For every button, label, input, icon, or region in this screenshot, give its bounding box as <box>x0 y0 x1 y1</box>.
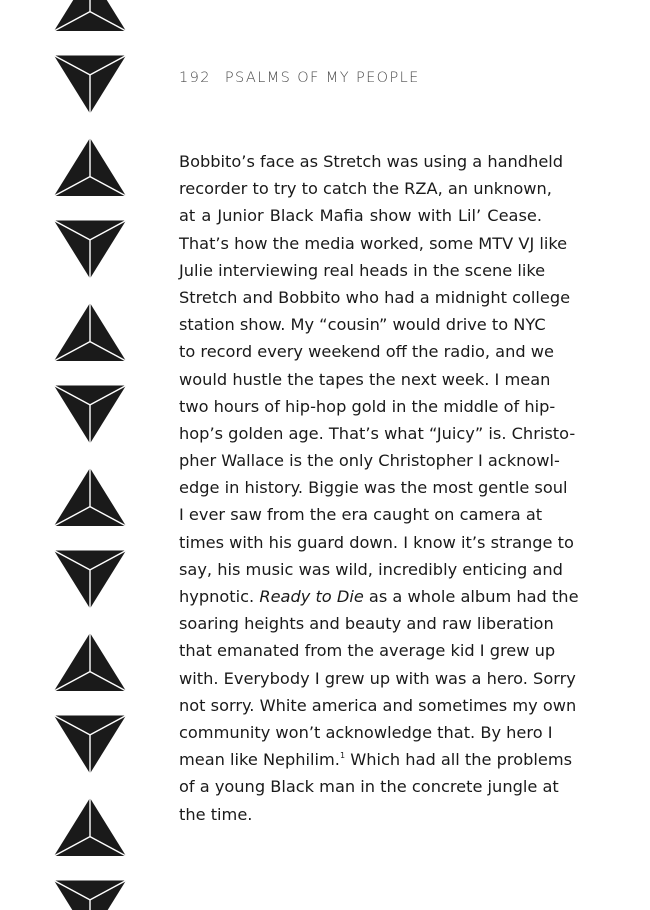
text-line: two hours of hip-hop gold in the middle of hip- <box>179 396 556 416</box>
triangle-ornament-border <box>0 0 140 910</box>
text-line: I ever saw from the era caught on camera at <box>179 505 543 525</box>
text-line: edge in history. Biggie was the most gentle soul <box>179 478 568 498</box>
text-line: say, his music was wild, incredibly enticing and <box>179 559 563 579</box>
text-line: that emanated from the average kid I grew up <box>179 641 556 661</box>
triangle-down-icon <box>54 551 126 609</box>
running-header <box>179 70 420 86</box>
body-paragraph <box>179 148 579 828</box>
text-line: That’s how the media worked, some MTV VJ like <box>179 233 568 253</box>
triangle-down-icon <box>54 221 126 279</box>
text-line: Stretch and Bobbito who had a midnight college <box>179 287 571 307</box>
triangle-pattern-icon <box>0 0 140 910</box>
triangle-down-icon <box>54 386 126 444</box>
text-line: with. Everybody I grew up with was a hero. Sorry <box>179 668 576 688</box>
album-title: Ready to Die <box>259 587 364 606</box>
footnote-marker: 1 <box>339 751 346 761</box>
book-title: PSALMS OF MY PEOPLE <box>224 70 420 86</box>
text-line: recorder to try to catch the RZA, an unknown, <box>179 179 552 199</box>
triangle-up-icon <box>54 468 126 526</box>
text-line: not sorry. White america and sometimes my own <box>179 695 577 715</box>
text-line: pher Wallace is the only Christopher I acknowl- <box>179 451 560 471</box>
text-line: Bobbito’s face as Stretch was using a handheld <box>179 152 564 171</box>
triangle-up-icon <box>54 0 126 31</box>
triangle-up-icon <box>54 633 126 691</box>
text-line: at a Junior Black Mafia show with Lil’ Cease. <box>179 206 542 226</box>
text-line: hop’s golden age. That’s what “Juicy” is. Christo- <box>179 423 576 443</box>
triangle-up-icon <box>54 138 126 196</box>
text-line: Julie interviewing real heads in the scene like <box>179 260 546 280</box>
triangle-down-icon <box>54 716 126 774</box>
text-line: hypnotic. Ready to Die as a whole album had the <box>179 587 579 606</box>
triangle-down-icon <box>54 56 126 114</box>
text-line: station show. My “cousin” would drive to NYC <box>179 315 546 335</box>
text-line: to record every weekend off the radio, and we <box>179 342 554 362</box>
text-line: would hustle the tapes the next week. I mean <box>179 369 551 389</box>
text-line: soaring heights and beauty and raw liberation <box>179 614 554 634</box>
text-line: of a young Black man in the concrete jungle at <box>179 777 559 797</box>
text-line: mean like Nephilim.$^1$ Which had all the problems <box>179 750 573 770</box>
triangle-down-icon <box>54 881 126 910</box>
page-number: 192 <box>179 70 211 86</box>
text-line: community won’t acknowledge that. By hero I <box>179 722 553 742</box>
text-line: the time. <box>179 804 253 824</box>
triangle-up-icon <box>54 303 126 361</box>
text-line: times with his guard down. I know it’s strange to <box>179 532 574 552</box>
triangle-up-icon <box>54 798 126 856</box>
